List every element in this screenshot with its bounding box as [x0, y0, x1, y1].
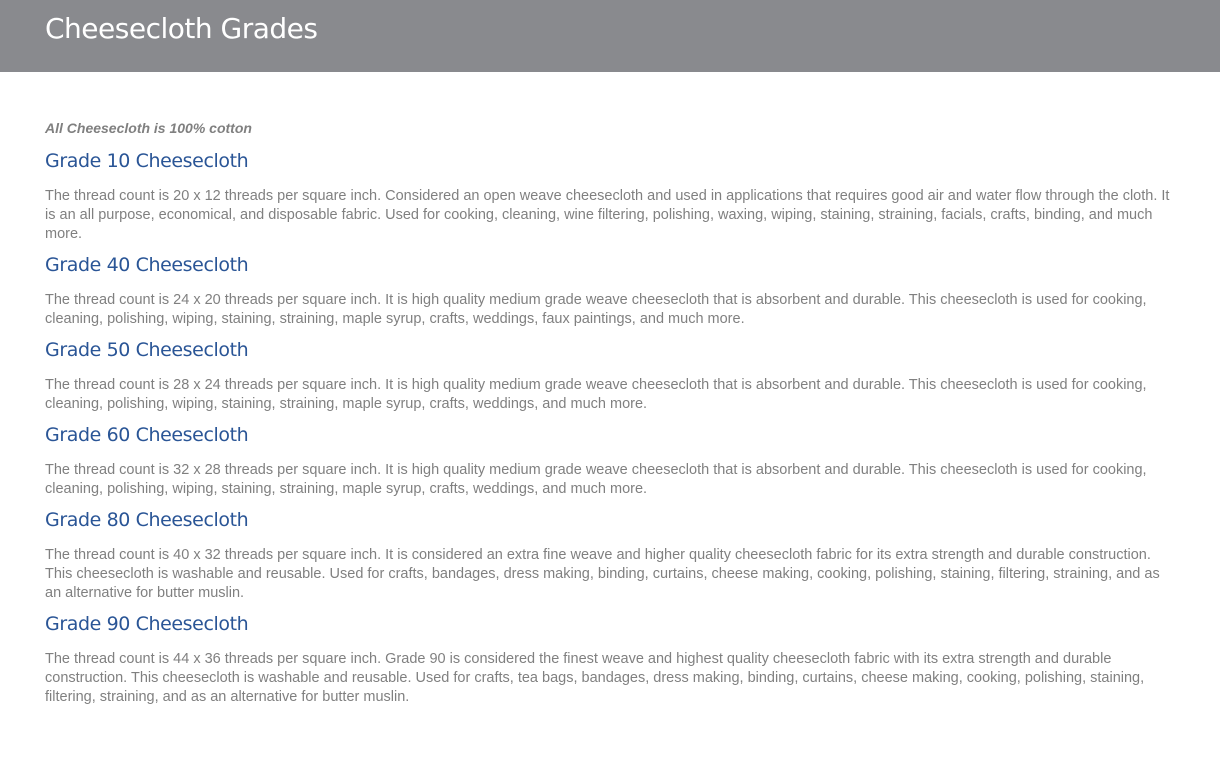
- grade-heading: Grade 40 Cheesecloth: [45, 254, 249, 276]
- grade-heading: Grade 80 Cheesecloth: [45, 509, 249, 531]
- grade-section-80: [45, 507, 1175, 603]
- grade-section-40: [45, 252, 1175, 329]
- intro-note: All Cheesecloth is 100% cotton: [45, 120, 252, 136]
- grade-description: The thread count is 32 x 28 threads per square inch. It is high quality medium grade weave cheesecloth that is absorbent and durable. This cheesecloth is used for cooking, cleaning, polishing, wiping, staining, straining, maple syrup, crafts, weddings, and much more.: [45, 462, 1147, 497]
- grade-heading: Grade 10 Cheesecloth: [45, 150, 249, 172]
- grade-section-90: [45, 611, 1175, 707]
- grade-heading: Grade 90 Cheesecloth: [45, 613, 249, 635]
- page-header: [0, 0, 1220, 72]
- grade-description: The thread count is 24 x 20 threads per square inch. It is high quality medium grade weave cheesecloth that is absorbent and durable. This cheesecloth is used for cooking, cleaning, polishing, wiping, staining, straining, maple syrup, crafts, weddings, faux paintings, and much more.: [45, 292, 1147, 327]
- page-title: Cheesecloth Grades: [45, 12, 318, 45]
- grade-section-60: [45, 422, 1175, 499]
- grade-heading: Grade 60 Cheesecloth: [45, 424, 249, 446]
- grade-section-10: [45, 148, 1175, 244]
- grade-description: The thread count is 20 x 12 threads per square inch. Considered an open weave cheesecloth and used in applications that requires good air and water flow through the cloth. It is an all purpose, economical, and disposable fabric. Used for cooking, cleaning, wine filtering, polishing, waxing, wiping, staining, straining, facials, crafts, binding, and much more.: [45, 188, 1170, 242]
- grade-heading: Grade 50 Cheesecloth: [45, 339, 249, 361]
- main-content: [0, 72, 1220, 707]
- grade-description: The thread count is 44 x 36 threads per square inch. Grade 90 is considered the finest weave and highest quality cheesecloth fabric with its extra strength and durable construction. This cheesecloth is washable and reusable. Used for crafts, tea bags, bandages, dress making, binding, curtains, cheese making, cooking, polishing, staining, filtering, straining, and as an alternative for butter muslin.: [45, 651, 1145, 705]
- grade-description: The thread count is 40 x 32 threads per square inch. It is considered an extra fine weave and higher quality cheesecloth fabric for its extra strength and durable construction. This cheesecloth is washable and reusable. Used for crafts, bandages, dress making, binding, curtains, cheese making, cooking, polishing, staining, filtering, straining, and as an alternative for butter muslin.: [45, 547, 1160, 601]
- grade-section-50: [45, 337, 1175, 414]
- grade-description: The thread count is 28 x 24 threads per square inch. It is high quality medium grade weave cheesecloth that is absorbent and durable. This cheesecloth is used for cooking, cleaning, polishing, wiping, staining, straining, maple syrup, crafts, weddings, and much more.: [45, 377, 1147, 412]
